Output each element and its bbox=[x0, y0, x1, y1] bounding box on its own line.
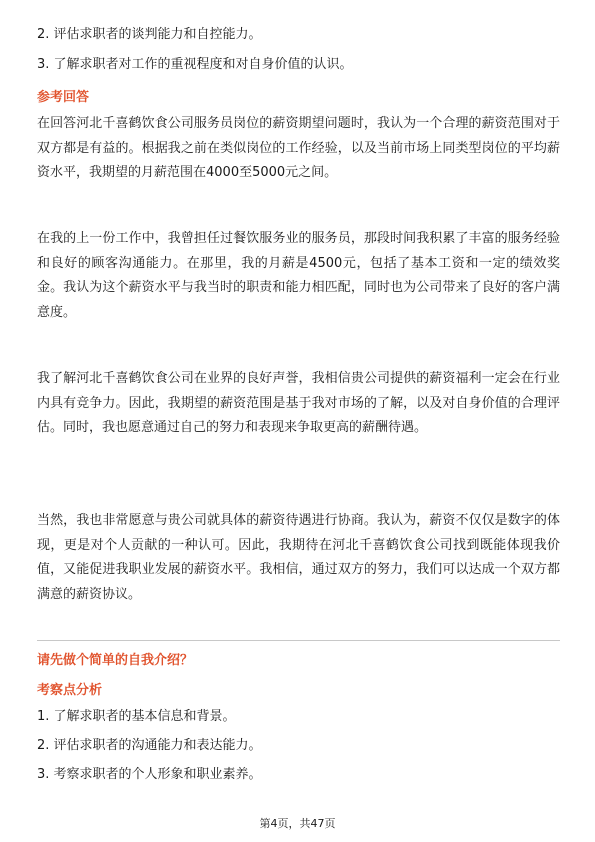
list-item: 3. 了解求职者对工作的重视程度和对自身价值的认识。 bbox=[37, 57, 353, 72]
reference-answer-heading: 参考回答 bbox=[37, 90, 90, 105]
answer-paragraph: 在回答河北千喜鹤饮食公司服务员岗位的薪资期望问题时，我认为一个合理的薪资范围对于双方都是有益的。根据我之前在类似岗位的工作经验，以及当前市场上同类型岗位的平均薪资水平，我期望的月薪范围在4000至5000元之间。 bbox=[37, 116, 560, 180]
list-item: 2. 评估求职者的沟通能力和表达能力。 bbox=[37, 738, 262, 753]
answer-paragraph: 我了解河北千喜鹤饮食公司在业界的良好声誉，我相信贵公司提供的薪资福利一定会在行业内具有竞争力。因此，我期望的薪资范围是基于我对市场的了解，以及对自身价值的合理评估。同时，我也愿意通过自己的努力和表现来争取更高的薪酬待遇。 bbox=[37, 371, 560, 435]
answer-paragraph: 在我的上一份工作中，我曾担任过餐饮服务业的服务员，那段时间我积累了丰富的服务经验和良好的顾客沟通能力。在那里，我的月薪是4500元，包括了基本工资和一定的绩效奖金。我认为这个薪资水平与我当时的职责和能力相匹配，同时也为公司带来了良好的客户满意度。 bbox=[37, 231, 560, 320]
analysis-heading: 考察点分析 bbox=[37, 683, 103, 698]
section-divider bbox=[37, 640, 560, 641]
page-number: 第4页，共47页 bbox=[259, 817, 336, 830]
list-item: 3. 考察求职者的个人形象和职业素养。 bbox=[37, 767, 262, 782]
list-item: 1. 了解求职者的基本信息和背景。 bbox=[37, 709, 236, 724]
question-title: 请先做个简单的自我介绍？ bbox=[37, 653, 194, 668]
list-item: 2. 评估求职者的谈判能力和自控能力。 bbox=[37, 27, 262, 42]
answer-paragraph: 当然，我也非常愿意与贵公司就具体的薪资待遇进行协商。我认为，薪资不仅仅是数字的体现，更是对个人贡献的一种认可。因此，我期待在河北千喜鹤饮食公司找到既能体现我价值，又能促进我职业发展的薪资水平。我相信，通过双方的努力，我们可以达成一个双方都满意的薪资协议。 bbox=[37, 513, 560, 602]
